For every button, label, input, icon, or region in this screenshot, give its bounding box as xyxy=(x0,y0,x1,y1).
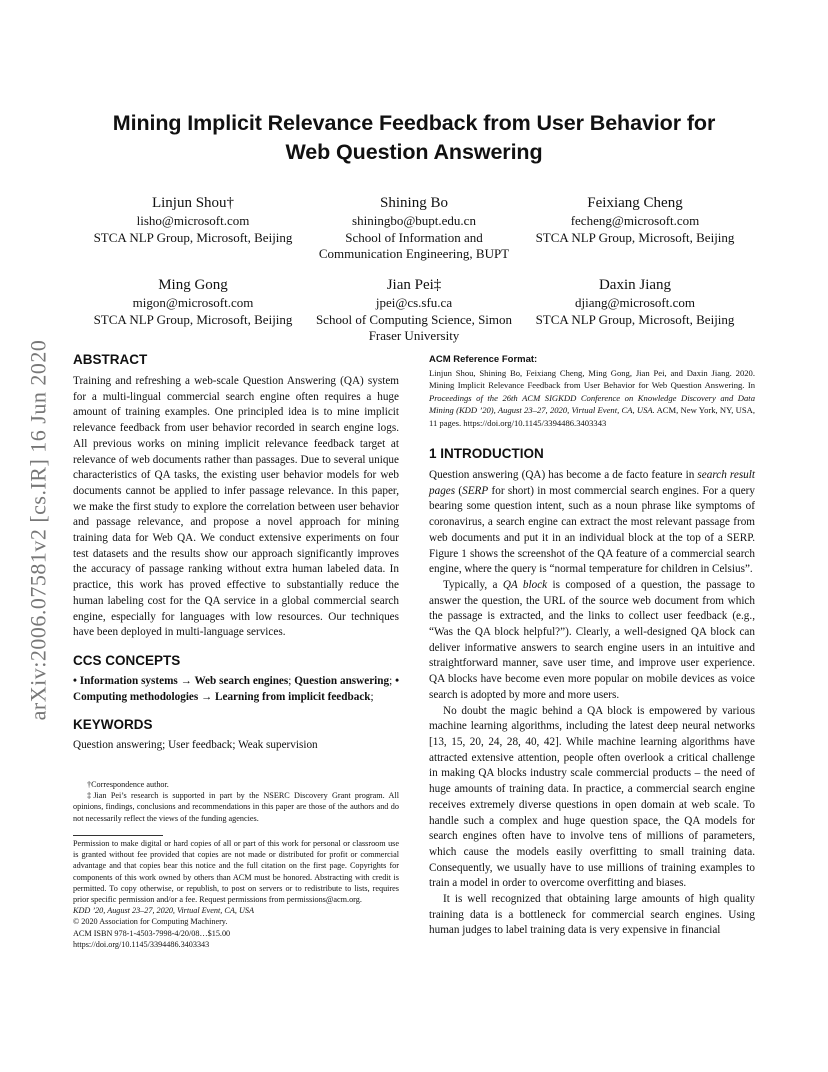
text-run-italic: QA block xyxy=(502,578,548,591)
author-email: shiningbo@bupt.edu.cn xyxy=(352,213,476,228)
author-block xyxy=(515,194,755,246)
acm-ref-plain: Linjun Shou, Shining Bo, Feixiang Cheng, Ming Gong, Jian Pei, and Daxin Jiang. 2020. Mining Implicit Relevance Feedback from User Behavior for Web Question Answering. In xyxy=(429,368,755,391)
author-name: Shining Bo xyxy=(380,195,448,211)
arxiv-stamp-text: arXiv:2006.07581v2 [cs.IR] 16 Jun 2020 xyxy=(25,339,50,721)
text-run: ( xyxy=(455,484,463,497)
conference-venue xyxy=(73,905,399,916)
author-email: djiang@microsoft.com xyxy=(575,295,695,310)
title-line-2: Web Question Answering xyxy=(285,140,543,164)
footnote-funding: ‡Jian Pei’s research is supported in part by the NSERC Discovery Grant program. All opinions, findings, conclusions and recommendations in this paper are those of the authors and do not necessarily reflect the views of the funding agencies. xyxy=(73,791,399,823)
ccs-separator: ; xyxy=(389,674,396,687)
text-run-italic: search result pages xyxy=(429,469,755,497)
author-email: jpei@cs.sfu.ca xyxy=(375,295,453,310)
doi-line: https://doi.org/10.1145/3394486.3403343 xyxy=(73,939,210,949)
footnote-rule xyxy=(73,835,163,836)
author-email: fecheng@microsoft.com xyxy=(570,213,700,228)
ccs-concept: • Information systems → Web search engines xyxy=(73,674,289,687)
author-affiliation: STCA NLP Group, Microsoft, Beijing xyxy=(535,311,735,327)
author-affiliation: School of Information and xyxy=(345,229,483,245)
ccs-concept: • Computing methodologies → Learning from implicit feedback xyxy=(73,674,400,703)
right-column xyxy=(429,354,755,939)
arxiv-stamp xyxy=(18,300,58,760)
acm-ref-plain-end: ACM, New York, NY, USA, 11 pages. https://doi.org/10.1145/3394486.3403343 xyxy=(429,405,755,428)
author-name: Ming Gong xyxy=(158,277,228,293)
author-affiliation: School of Computing Science, Simon xyxy=(315,311,513,327)
author-affiliation: STCA NLP Group, Microsoft, Beijing xyxy=(93,311,293,327)
abstract-heading: ABSTRACT xyxy=(73,352,148,367)
acm-ref-heading: ACM Reference Format: xyxy=(429,354,538,365)
footnote-correspondence: †Correspondence author. xyxy=(87,780,169,789)
text-run: Question answering (QA) has become a de facto feature in xyxy=(429,469,698,482)
ccs-separator: ; xyxy=(288,674,295,687)
permission-block xyxy=(73,838,399,950)
author-name: Linjun Shou† xyxy=(151,195,235,211)
author-name: Feixiang Cheng xyxy=(587,195,683,211)
author-block xyxy=(294,194,534,263)
author-email: migon@microsoft.com xyxy=(132,295,254,310)
author-affiliation-cont: Communication Engineering, BUPT xyxy=(318,246,510,261)
footnotes xyxy=(73,779,399,824)
left-column xyxy=(73,352,399,754)
title-line-1: Mining Implicit Relevance Feedback from User Behavior for xyxy=(112,111,716,135)
intro-paragraph-3: No doubt the magic behind a QA block is empowered by various machine learning algorithms, including the latest deep neural networks [13, 15, 20, 24, 28, 40, 42]. While machine learning algorithms have attracted extensive attention, people often overlook a critical challenge in making QA blocks industry scale commercial products – the need of huge amounts of training data. In practice, a commercial search engine receives extremely diverse questions in open domain at web scale. To handle such a complex and huge question space, the QA models for search engines often have to involve tens of millions of parameters, which cause the models easily overfitting to small training data. Consequently, we usually have to use millions of training examples to train a model in order to overcome overfitting and biases. xyxy=(429,704,755,890)
intro-paragraph-2 xyxy=(429,578,755,704)
abstract-text: Training and refreshing a web-scale Question Answering (QA) system for a multi-lingual commercial search engine often requires a huge amount of training examples. One principled idea is to mine implicit relevance feedback from user behavior recorded in search engine logs. All previous works on mining implicit relevance feedback target at relevance of web documents rather than passages. Due to several unique characteristics of QA tasks, the existing user behavior models for web documents cannot be applied to infer passage relevance. In this paper, we make the first study to explore the correlation between user behavior and passage relevance, and propose a novel approach for mining training data for Web QA. We conduct extensive experiments on four test datasets and the results show our approach significantly improves the accuracy of passage ranking without extra human labeled data. In practice, this work has proved effective to substantially reduce the human labeling cost for the QA service in a global commercial search engine, especially for languages with low resources. Our techniques have been deployed in multi-language services. xyxy=(73,375,399,639)
keywords-text: Question answering; User feedback; Weak supervision xyxy=(73,739,318,752)
author-block xyxy=(73,194,313,246)
author-affiliation-cont: Fraser University xyxy=(368,328,460,343)
author-block xyxy=(294,276,534,345)
venue-text: KDD ’20, August 23–27, 2020, Virtual Event, CA, USA xyxy=(73,906,254,916)
keywords-heading: KEYWORDS xyxy=(73,717,153,733)
author-block xyxy=(73,276,313,328)
permission-text: Permission to make digital or hard copies of all or part of this work for personal or classroom use is granted without fee provided that copies are not made or distributed for profit or commercial advantage and that copies bear this notice and the full citation on the first page. Copyrights for components of this work owned by others than ACM must be honored. Abstracting with credit is permitted. To copy otherwise, or republish, to post on servers or to redistribute to lists, requires prior specific permission and/or a fee. Request permissions from permissions@acm.org. xyxy=(73,839,399,905)
author-name: Jian Pei‡ xyxy=(386,277,442,293)
author-email: lisho@microsoft.com xyxy=(136,213,250,228)
paper-title xyxy=(60,109,768,167)
text-run: for short) in most commercial search engines. For a query bearing some question intent, such as a noun phrase like symptoms of coronavirus, a search engine can extract the most relevant passage from web documents and put it in an individual block at the top of a SERP. Figure 1 shows the screenshot of the QA feature of a commercial search engine, where the query is “normal temperature for children in Celsius”. xyxy=(429,484,755,576)
acm-ref-proceedings: Proceedings of the 26th ACM SIGKDD Conference on Knowledge Discovery and Data Mining (KDD ’20), August 23–27, 2020, Virtual Event, CA, USA. xyxy=(429,392,755,416)
copyright-line: © 2020 Association for Computing Machinery. xyxy=(73,917,228,927)
author-affiliation: STCA NLP Group, Microsoft, Beijing xyxy=(535,229,735,245)
ccs-concept: Question answering xyxy=(294,674,390,687)
author-block xyxy=(515,276,755,328)
intro-paragraph-4: It is well recognized that obtaining large amounts of high quality training data is a bottleneck for commercial search engines. Using human judges to label training data is very expensive in financial xyxy=(429,893,755,937)
text-run-italic: SERP xyxy=(462,484,489,497)
acm-ref-text xyxy=(429,367,755,429)
author-affiliation: STCA NLP Group, Microsoft, Beijing xyxy=(93,229,293,245)
intro-heading: 1 INTRODUCTION xyxy=(429,446,544,462)
ccs-text xyxy=(73,674,399,705)
author-name: Daxin Jiang xyxy=(598,277,672,293)
text-run: is composed of a question, the passage to answer the question, the URL of the source web document from which the passage is extracted, and the links to collect user feedback (e.g., “Was the QA block helpful?”). Clearly, a well-designed QA block can deliver informative answers to search engine users in an intuitive and straightforward manner, save user time, and improve user experience. QA blocks have become even more popular on mobile devices as voice search is adopted by more and more users. xyxy=(429,578,755,701)
text-run: Typically, a xyxy=(443,578,503,591)
isbn-line: ACM ISBN 978-1-4503-7998-4/20/08…$15.00 xyxy=(73,928,231,938)
intro-paragraph-1 xyxy=(429,468,755,578)
ccs-end: ; xyxy=(370,690,374,703)
ccs-heading: CCS CONCEPTS xyxy=(73,652,181,668)
